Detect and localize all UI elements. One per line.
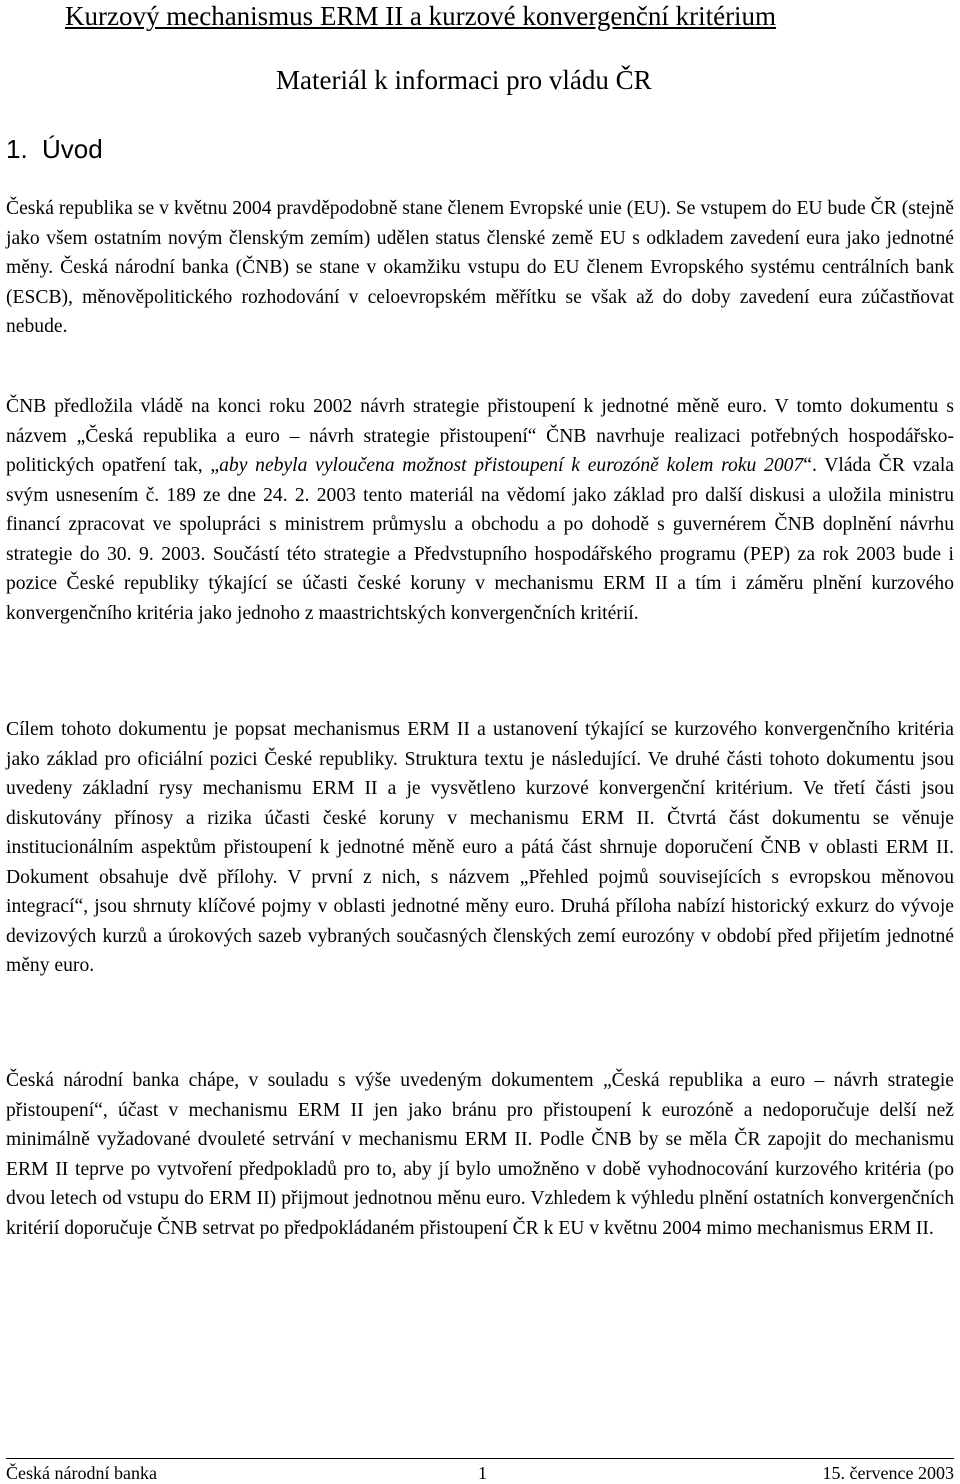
footer-divider (6, 1458, 954, 1459)
paragraph-2-part-b: “. Vláda ČR vzala svým usnesením č. 189 ze dne 24. 2. 2003 tento materiál na vědomí jako základ pro další diskusi a uložila ministru financí zpracovat ve spolupráci s ministrem průmyslu a obchodu a po dohodě s guvernérem ČNB doplnění návrhu strategie do 30. 9. 2003. Součástí této strategie a Předvstupního hospodářského programu (PEP) za rok 2003 bude i pozice České republiky týkající se účasti české koruny v mechanismu ERM II a tím i záměru plnění kurzového konvergenčního kritéria jako jednoho z maastrichtských konvergenčních kritérií. (6, 455, 954, 624)
paragraph-2-italic-quote: aby nebyla vyloučena možnost přistoupení k eurozóně kolem roku 2007 (219, 455, 804, 476)
footer-date: 15. července 2003 (822, 1463, 954, 1483)
paragraph-1: Česká republika se v květnu 2004 pravděpodobně stane členem Evropské unie (EU). Se vstupem do EU bude ČR (stejně jako všem ostatním novým členským zemím) udělen status členské země EU s odkladem zavedení eura jako jednotné měny. Česká národní banka (ČNB) se stane v okamžiku vstupu do EU členem Evropského systému centrálních bank (ESCB), měnověpolitického rozhodování v celoevropském měřítku se však až do doby zavedení eura zúčastňovat nebude. (6, 198, 954, 337)
footer-institution: Česká národní banka (6, 1463, 157, 1483)
document-title: Kurzový mechanismus ERM II a kurzové konvergenční kritérium (65, 1, 777, 31)
paragraph-2-part-a: ČNB předložila vládě na konci roku 2002 návrh strategie přistoupení k jednotné měně euro. V tomto dokumentu s názvem „Česká republika a euro – návrh strategie přistoupení“ ČNB navrhuje realizaci potřebných hospodářsko-politických opatření tak, „ (6, 396, 954, 476)
paragraph-4: Česká národní banka chápe, v souladu s výše uvedeným dokumentem „Česká republika a euro – návrh strategie přistoupení“, účast v mechanismu ERM II jen jako bránu pro přistoupení k eurozóně a nedoporučuje delší než minimálně vyžadované dvouleté setrvání v mechanismu ERM II. Podle ČNB by se měla ČR zapojit do mechanismu ERM II teprve po vytvoření předpokladů pro to, aby jí bylo umožněno v době vyhodnocování kurzového kritéria (po dvou letech od vstupu do ERM II) přijmout jednotnou měnu euro. Vzhledem k výhledu plnění ostatních konvergenčních kritérií doporučuje ČNB setrvat po předpokládaném přistoupení ČR k EU v květnu 2004 mimo mechanismus ERM II. (6, 1070, 954, 1239)
footer-page-number: 1 (478, 1463, 487, 1483)
paragraph-2 (6, 392, 954, 628)
page-footer (6, 1462, 954, 1484)
document-subtitle: Materiál k informaci pro vládu ČR (276, 65, 652, 95)
paragraph-3: Cílem tohoto dokumentu je popsat mechanismus ERM II a ustanovení týkající se kurzového konvergenčního kritéria jako základ pro oficiální pozici České republiky. Struktura textu je následující. Ve druhé části tohoto dokumentu jsou uvedeny základní rysy mechanismu ERM II a je vysvětleno kurzové konvergenční kritérium. Ve třetí části jsou diskutovány přínosy a rizika účasti české koruny v mechanismu ERM II. Čtvrtá část dokumentu se věnuje institucionálním aspektům přistoupení k jednotné měně euro a pátá část shrnuje doporučení ČNB v oblasti ERM II. Dokument obsahuje dvě přílohy. V první z nich, s názvem „Přehled pojmů souvisejících s evropskou měnovou integrací“, jsou shrnuty klíčové pojmy v oblasti jednotné měny euro. Druhá příloha nabízí historický exkurz do vývoje devizových kurzů a úrokových sazeb vybraných současných členských zemí eurozóny v období před přijetím jednotné měny euro. (6, 719, 954, 976)
section-heading (6, 129, 103, 169)
section-title: Úvod (42, 134, 103, 164)
section-number: 1. (6, 134, 28, 164)
